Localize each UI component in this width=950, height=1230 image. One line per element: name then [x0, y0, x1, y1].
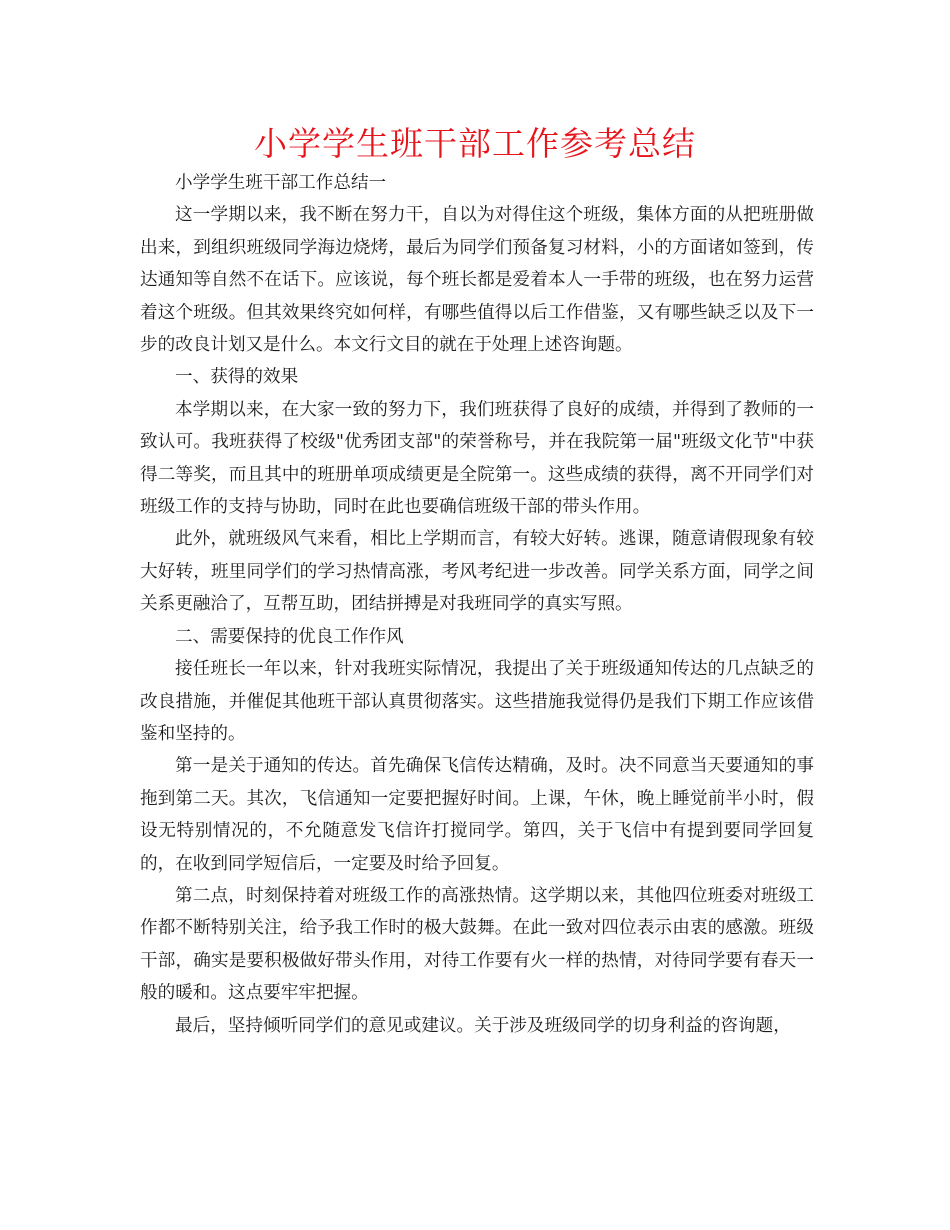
body-paragraph: 第二点，时刻保持着对班级工作的高涨热情。这学期以来，其他四位班委对班级工作都不断特别关注，给予我工作时的极大鼓舞。在此一致对四位表示由衷的感激。班级干部，确实是要积极做好带头作用，对待工作要有火一样的热情，对待同学要有春天一般的暖和。这点要牢牢把握。: [140, 885, 814, 1004]
section-subtitle: 小学学生班干部工作总结一: [175, 173, 387, 193]
body-paragraph: 第一是关于通知的传达。首先确保飞信传达精确，及时。决不同意当天要通知的事拖到第二天。其次，飞信通知一定要把握好时间。上课，午休，晚上睡觉前半小时，假设无特别情况的，不允随意发飞信许打搅同学。第四，关于飞信中有提到要同学回复的，在收到同学短信后，一定要及时给予回复。: [140, 756, 814, 874]
section-heading: 二、需要保持的优良工作作风: [175, 626, 404, 647]
document-title: 小学学生班干部工作参考总结: [254, 124, 696, 163]
document-body: [140, 167, 814, 1042]
body-paragraph: 这一学期以来，我不断在努力干，自以为对得住这个班级，集体方面的从把班册做出来，到组织班级同学海边烧烤，最后为同学们预备复习材料，小的方面诸如签到，传达通知等自然不在话下。应该说，每个班长都是爱着本人一手带的班级，也在努力运营着这个班级。但其效果终究如何样，有哪些值得以后工作借鉴，又有哪些缺乏以及下一步的改良计划又是什么。本文行文目的就在于处理上述咨询题。: [140, 205, 814, 356]
body-paragraph: 接任班长一年以来，针对我班实际情况，我提出了关于班级通知传达的几点缺乏的改良措施，并催促其他班干部认真贯彻落实。这些措施我觉得仍是我们下期工作应该借鉴和坚持的。: [140, 659, 814, 744]
body-paragraph: 本学期以来，在大家一致的努力下，我们班获得了良好的成绩，并得到了教师的一致认可。我班获得了校级"优秀团支部"的荣誉称号，并在我院第一届"班级文化节"中获得二等奖，而且其中的班册单项成绩更是全院第一。这些成绩的获得，离不开同学们对班级工作的支持与协助，同时在此也要确信班级干部的带头作用。: [140, 399, 814, 518]
body-paragraph: 此外，就班级风气来看，相比上学期而言，有较大好转。逃课，随意请假现象有较大好转，班里同学们的学习热情高涨，考风考纪进一步改善。同学关系方面，同学之间关系更融洽了，互帮互助，团结拼搏是对我班同学的真实写照。: [140, 529, 814, 615]
body-paragraph: 最后，坚持倾听同学们的意见或建议。关于涉及班级同学的切身利益的咨询题，: [175, 1015, 791, 1036]
section-heading: 一、获得的效果: [175, 367, 299, 388]
